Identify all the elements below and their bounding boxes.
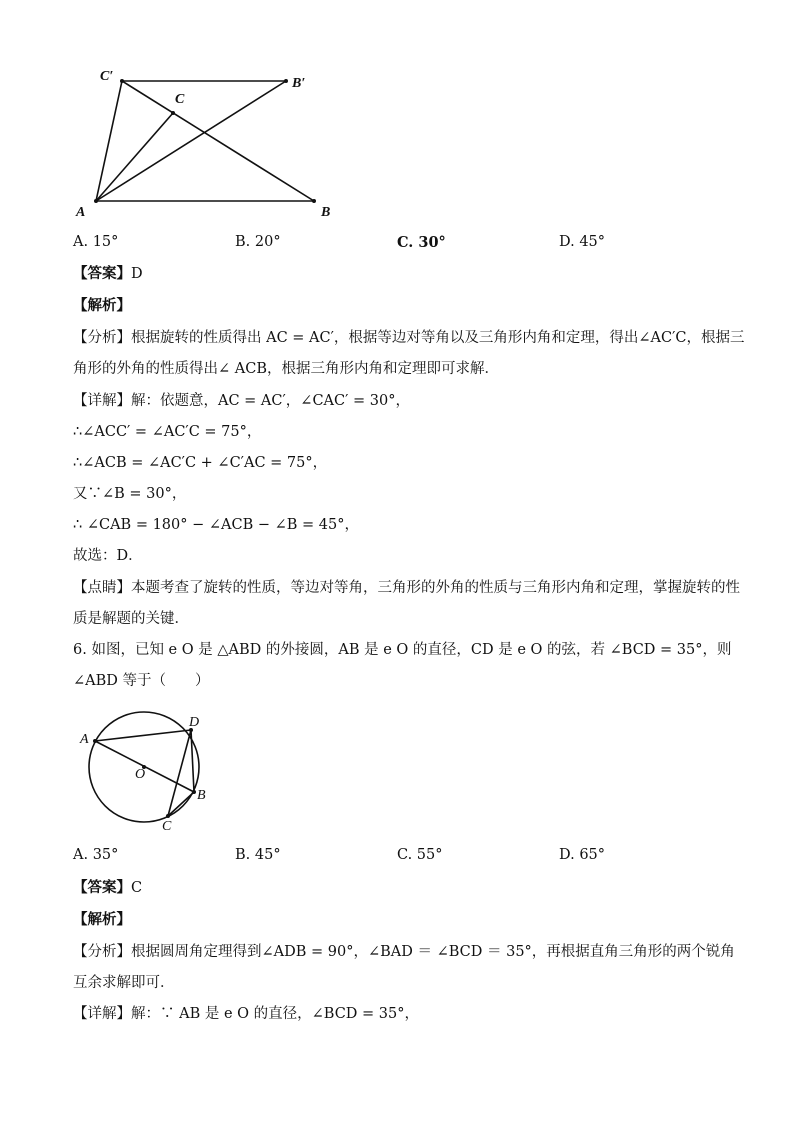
q6-fenxi-line1: 【分析】根据圆周角定理得到∠ADB = 90°，∠BAD ＝ ∠BCD ＝ 35°，再根据直角三角形的两个锐角 xyxy=(73,944,735,960)
q5-option-b: B. 20° xyxy=(235,234,281,250)
circle-label-b: B xyxy=(197,788,206,803)
label-c: C xyxy=(175,92,185,107)
q6-option-c: C. 55° xyxy=(397,847,443,863)
q6-xiangjie-1: 【详解】解：∵ AB 是 e O 的直径，∠BCD = 35°， xyxy=(73,1006,420,1022)
rotation-figure xyxy=(70,64,340,224)
circle-label-a: A xyxy=(80,732,89,747)
q6-option-b: B. 45° xyxy=(235,847,281,863)
q5-option-d: D. 45° xyxy=(559,234,606,250)
q5-xiangjie-5: ∴ ∠CAB = 180° − ∠ACB − ∠B = 45°， xyxy=(73,517,359,533)
q5-xiangjie-3: ∴∠ACB = ∠AC′C + ∠C′AC = 75°， xyxy=(73,455,328,471)
q5-xiangjie-6: 故选：D． xyxy=(73,548,143,564)
q5-dianjing-1: 【点睛】本题考查了旋转的性质，等边对等角，三角形的外角的性质与三角形内角和定理，掌握旋转的性 xyxy=(73,580,740,596)
circle-label-c: C xyxy=(162,819,172,834)
q6-fenxi-line2: 互余求解即可． xyxy=(73,975,175,991)
label-b-prime: B′ xyxy=(292,76,306,91)
q6-stem-line2: ∠ABD 等于（ ） xyxy=(73,673,210,689)
q5-analysis-tag: 【解析】 xyxy=(73,297,131,314)
q5-option-c: C. 30° xyxy=(397,234,446,251)
q6-option-a: A. 35° xyxy=(73,847,119,863)
circle-figure xyxy=(74,708,224,838)
q5-answer: 【答案】D xyxy=(73,265,143,282)
q6-analysis-tag: 【解析】 xyxy=(73,911,131,928)
q6-answer: 【答案】C xyxy=(73,879,143,896)
q6-stem-line1: 6. 如图，已知 e O 是 △ABD 的外接圆，AB 是 e O 的直径，CD 是 e O 的弦，若 ∠BCD = 35°，则 xyxy=(73,642,732,658)
q5-xiangjie-4: 又∵∠B = 30°， xyxy=(73,486,187,502)
q5-fenxi-line2: 角形的外角的性质得出∠ ACB，根据三角形内角和定理即可求解． xyxy=(73,361,499,377)
q5-xiangjie-1: 【详解】解：依题意，AC = AC′，∠CAC′ = 30°， xyxy=(73,393,410,409)
q6-option-d: D. 65° xyxy=(559,847,606,863)
label-b: B xyxy=(321,205,331,220)
q5-xiangjie-2: ∴∠ACC′ = ∠AC′C = 75°， xyxy=(73,424,262,440)
q5-fenxi-line1: 【分析】根据旋转的性质得出 AC = AC′，根据等边对等角以及三角形内角和定理，得出∠AC′C，根据三 xyxy=(73,330,745,346)
q5-option-a: A. 15° xyxy=(73,234,119,250)
q5-dianjing-2: 质是解题的关键． xyxy=(73,611,189,627)
label-c-prime: C′ xyxy=(100,69,114,84)
circle-label-o: O xyxy=(135,767,146,782)
circle-label-d: D xyxy=(189,715,200,730)
label-a: A xyxy=(76,205,86,220)
